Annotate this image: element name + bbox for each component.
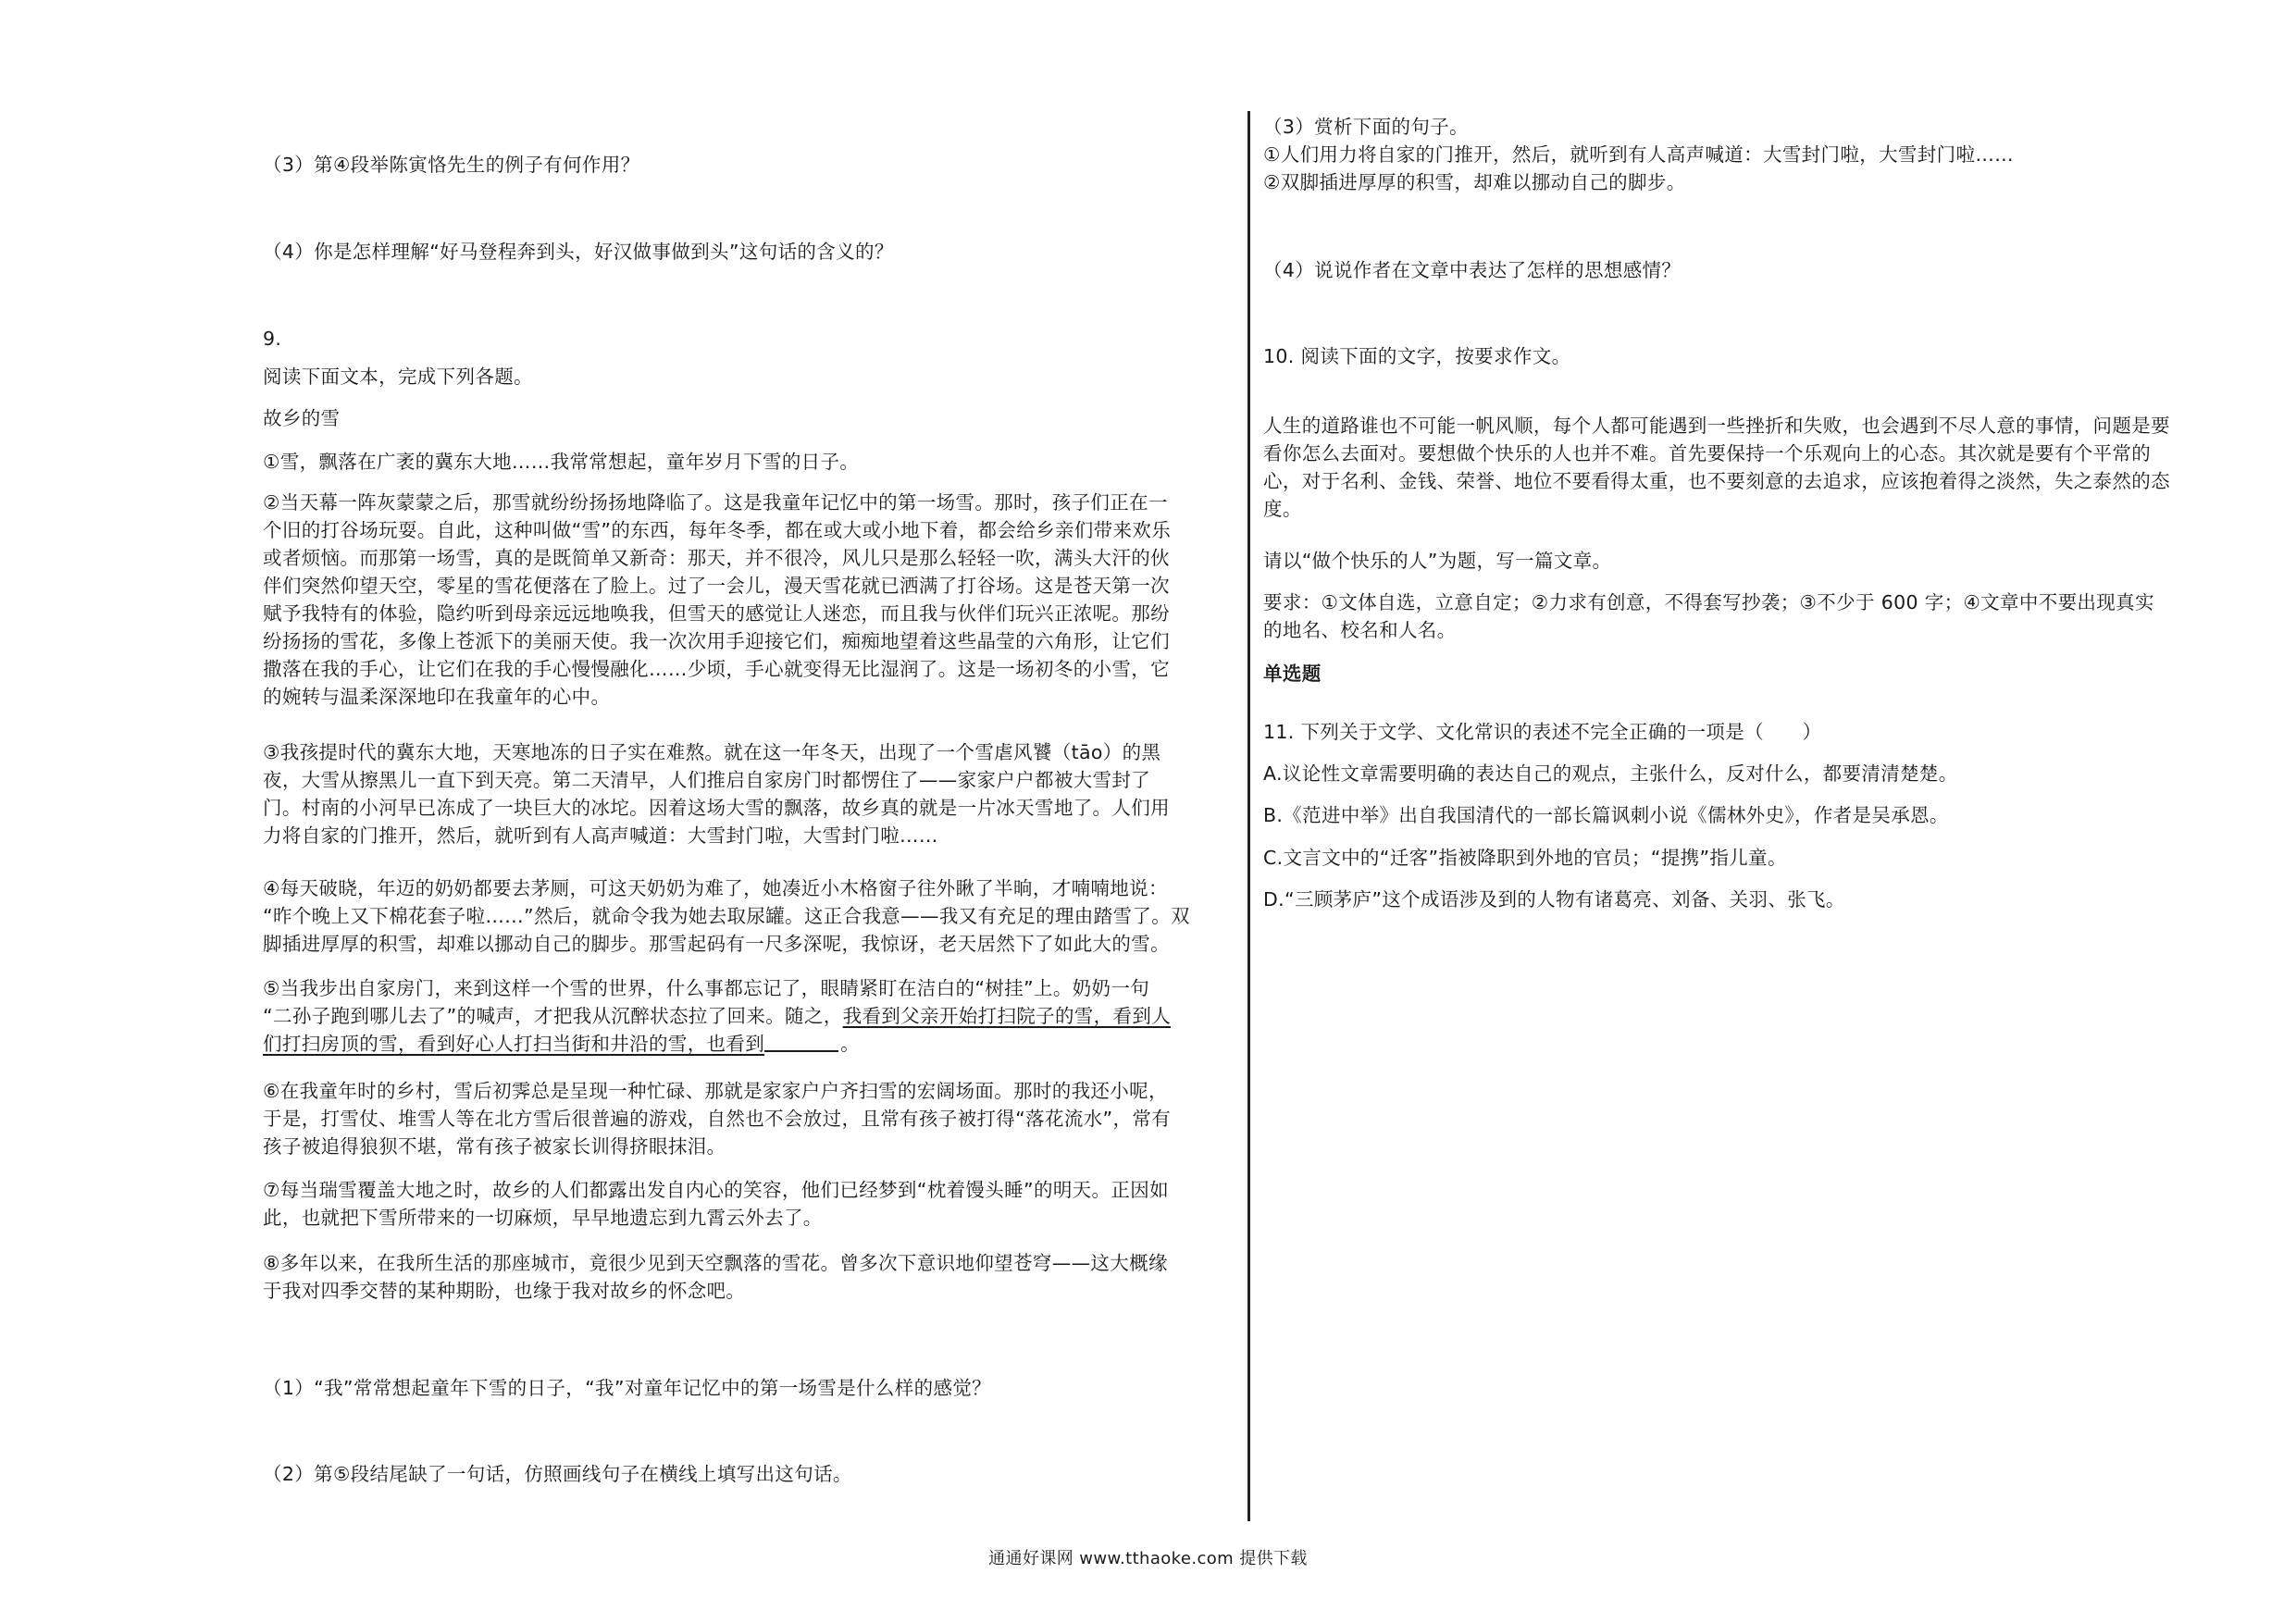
column-divider <box>1247 111 1250 1521</box>
p5-underlined-sentence: 我看到父亲开始打扫院子的雪，看到人 <box>842 1005 1172 1027</box>
p2-line: 撒落在我的手心，让它们在我的手心慢慢融化……少顷，手心就变得无比湿润了。这是一场初冬的小雪，它 <box>263 658 1170 680</box>
q9-sub3-sentence-2: ②双脚插进厚厚的积雪，却难以挪动自己的脚步。 <box>1263 171 1686 193</box>
p6-line: ⑥在我童年时的乡村，雪后初霁总是呈现一种忙碌、那就是家家户户齐扫雪的宏阔场面。那时的我还小呢， <box>263 1080 1168 1102</box>
p4-line: “昨个晚上又下棉花套子啦……”然后，就命令我为她去取尿罐。这正合我意——我又有充足的理由踏雪了。双 <box>263 905 1190 927</box>
p6-line: 于是，打雪仗、堆雪人等在北方雪后很普遍的游戏，自然也不会放过，且常有孩子被打得“落花流水”，常有 <box>263 1108 1172 1130</box>
q11-option-c[interactable]: C.文言文中的“迁客”指被降职到外地的官员；“提携”指儿童。 <box>1263 847 1787 869</box>
q10-requirements-line: 的地名、校名和人名。 <box>1263 619 1457 641</box>
p2-line: 纷扬扬的雪花，多像上苍派下的美丽天使。我一次次用手迎接它们，痴痴地望着这些晶莹的六角形，让它们 <box>263 630 1170 652</box>
p5-underlined-sentence: 们打扫房顶的雪，看到好心人打扫当街和井沿的雪，也看到 <box>263 1033 765 1055</box>
paragraph-1: ①雪，飘落在广袤的冀东大地……我常常想起，童年岁月下雪的日子。 <box>263 451 860 473</box>
q9-sub3-sentence-1: ①人们用力将自家的门推开，然后，就听到有人高声喊道：大雪封门啦，大雪封门啦…… <box>1263 143 2015 166</box>
p4-line: ④每天破晓，年迈的奶奶都要去茅厕，可这天奶奶为难了，她凑近小木格窗子往外瞅了半晌，才喃喃地说： <box>263 877 1168 899</box>
article-title: 故乡的雪 <box>263 407 341 429</box>
q10-passage-line: 心，对于名利、金钱、荣誉、地位不要看得太重，也不要刻意的去追求，应该抱着得之淡然，失之泰然的态 <box>1263 470 2170 492</box>
q10-passage-line: 看你怎么去面对。要想做个快乐的人也并不难。首先要保持一个乐观向上的心态。其次就是要有个平常的 <box>1263 442 2152 465</box>
fill-in-blank[interactable] <box>764 1030 838 1052</box>
q8-sub3: （3）第④段举陈寅恪先生的例子有何作用？ <box>263 154 640 176</box>
p5-line: ⑤当我步出自家房门，来到这样一个雪的世界，什么事都忘记了，眼睛紧盯在洁白的“树挂”上。奶奶一句 <box>263 977 1150 999</box>
p2-line: ②当天幕一阵灰蒙蒙之后，那雪就纷纷扬扬地降临了。这是我童年记忆中的第一场雪。那时，孩子们正在一 <box>263 491 1168 514</box>
p7-line: 此，也就把下雪所带来的一切麻烦，早早地遗忘到九霄云外去了。 <box>263 1207 823 1229</box>
q10-requirements-line: 要求：①文体自选，立意自定；②力求有创意，不得套写抄袭；③不少于 600 字；④文章中不要出现真实 <box>1263 591 2154 613</box>
q11-stem: 11. 下列关于文学、文化常识的表述不完全正确的一项是（ ） <box>1263 721 1822 743</box>
p8-line: 于我对四季交替的某种期盼，也缘于我对故乡的怀念吧。 <box>263 1280 746 1302</box>
p3-line: 门。村南的小河早已冻成了一块巨大的冰坨。因着这场大雪的飘落，故乡真的就是一片冰天雪地了。人们用 <box>263 797 1170 819</box>
p4-line: 脚插进厚厚的积雪，却难以挪动自己的脚步。那雪起码有一尺多深呢，我惊讶，老天居然下了如此大的雪。 <box>263 933 1170 955</box>
p2-line: 伴们突然仰望天空，零星的雪花便落在了脸上。过了一会儿，漫天雪花就已洒满了打谷场。这是苍天第一次 <box>263 575 1170 597</box>
p2-line: 或者烦恼。而那第一场雪，真的是既简单又新奇：那天，并不很冷，风儿只是那么轻轻一吹，满头大汗的伙 <box>263 547 1170 569</box>
q10-passage-line: 度。 <box>1263 498 1302 520</box>
q9-instruction: 阅读下面文本，完成下列各题。 <box>263 365 533 388</box>
p2-line: 个旧的打谷场玩耍。自此，这种叫做“雪”的东西，每年冬季，都在或大或小地下着，都会给乡亲们带来欢乐 <box>263 519 1172 541</box>
q9-sub2: （2）第⑤段结尾缺了一句话，仿照画线句子在横线上填写出这句话。 <box>263 1463 852 1485</box>
q8-sub4: （4）你是怎样理解“好马登程奔到头，好汉做事做到头”这句话的含义的？ <box>263 241 894 263</box>
q10-prompt: 请以“做个快乐的人”为题，写一篇文章。 <box>1263 550 1612 572</box>
q9-sub4: （4）说说作者在文章中表达了怎样的思想感情？ <box>1263 259 1682 281</box>
section-title: 单选题 <box>1263 663 1322 685</box>
q10-passage-line: 人生的道路谁也不可能一帆风顺，每个人都可能遇到一些挫折和失败，也会遇到不尽人意的事情，问题是要 <box>1263 415 2170 437</box>
p5-period: 。 <box>840 1033 860 1055</box>
q10-title: 10. 阅读下面的文字，按要求作文。 <box>1263 345 1571 367</box>
p5-text: “二孙子跑到哪儿去了”的喊声，才把我从沉醉状态拉了回来。随之， <box>263 1005 843 1027</box>
p2-line: 赋予我特有的体验，隐约听到母亲远远地唤我，但雪天的感觉让人迷恋，而且我与伙伴们玩兴正浓呢。那纷 <box>263 602 1170 625</box>
q9-sub3: （3）赏析下面的句子。 <box>1263 116 1469 138</box>
q11-option-a[interactable]: A.议论性文章需要明确的表达自己的观点，主张什么，反对什么，都要清清楚楚。 <box>1263 762 1958 785</box>
q11-option-b[interactable]: B.《范进中举》出自我国清代的一部长篇讽刺小说《儒林外史》，作者是吴承恩。 <box>1263 804 1949 826</box>
p2-line: 的婉转与温柔深深地印在我童年的心中。 <box>263 686 611 708</box>
p5-line <box>263 1002 1171 1030</box>
p3-line: 力将自家的门推开，然后，就听到有人高声喊道：大雪封门啦，大雪封门啦…… <box>263 824 938 847</box>
p7-line: ⑦每当瑞雪覆盖大地之时，故乡的人们都露出发自内心的笑容，他们已经梦到“枕着馒头睡”的明天。正因如 <box>263 1179 1169 1201</box>
p3-line: 夜，大雪从擦黑儿一直下到天亮。第二天清早，人们推启自家房门时都愣住了——家家户户都被大雪封了 <box>263 769 1151 791</box>
q9-number: 9. <box>263 328 282 350</box>
q11-option-d[interactable]: D.“三顾茅庐”这个成语涉及到的人物有诸葛亮、刘备、关羽、张飞。 <box>1263 888 1845 911</box>
p5-line <box>263 1030 860 1058</box>
p6-line: 孩子被追得狼狈不堪，常有孩子被家长训得挤眼抹泪。 <box>263 1135 726 1158</box>
p8-line: ⑧多年以来，在我所生活的那座城市，竟很少见到天空飘落的雪花。曾多次下意识地仰望苍穹——这大概缘 <box>263 1252 1168 1274</box>
q9-sub1: （1）“我”常常想起童年下雪的日子，“我”对童年记忆中的第一场雪是什么样的感觉？ <box>263 1377 992 1399</box>
page-footer: 通通好课网 www.tthaoke.com 提供下载 <box>988 1549 1308 1568</box>
p3-line: ③我孩提时代的冀东大地，天寒地冻的日子实在难熬。就在这一年冬天，出现了一个雪虐风饕（tāo）的黑 <box>263 741 1161 763</box>
